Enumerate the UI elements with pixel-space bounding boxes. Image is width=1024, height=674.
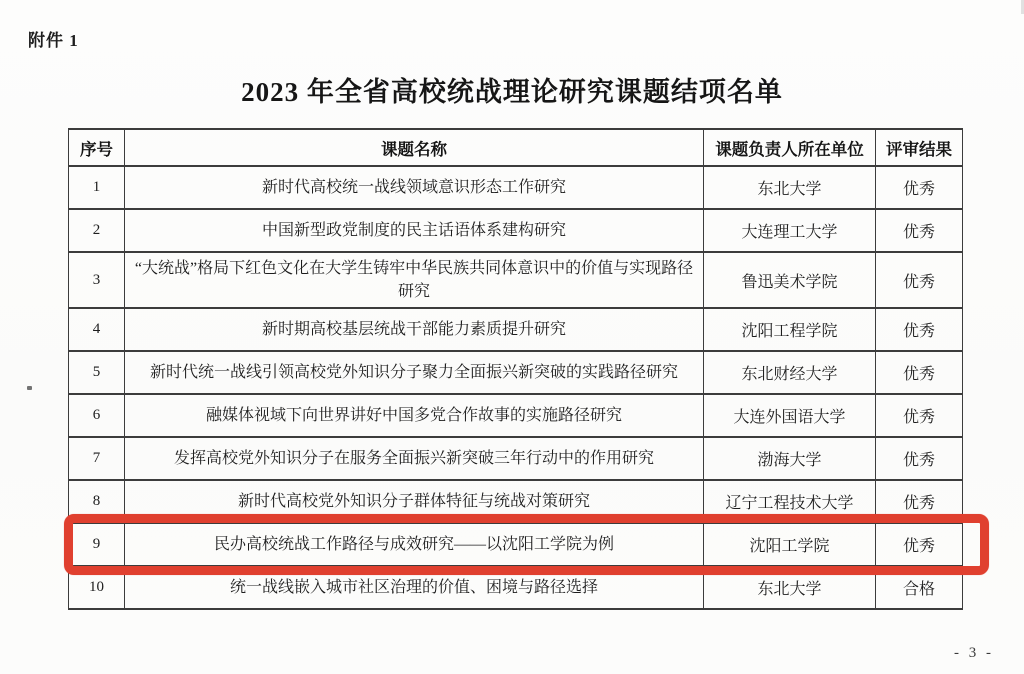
row-number: 8: [69, 480, 125, 523]
row-number: 1: [69, 166, 125, 209]
row-project-title: 发挥高校党外知识分子在服务全面振兴新突破三年行动中的作用研究: [125, 437, 704, 480]
row-project-title: 民办高校统战工作路径与成效研究——以沈阳工学院为例: [125, 523, 704, 566]
row-number: 2: [69, 209, 125, 252]
row-number: 10: [69, 566, 125, 609]
col-header-unit: 课题负责人所在单位: [704, 129, 876, 166]
row-unit: 东北大学: [704, 166, 876, 209]
row-unit: 大连外国语大学: [704, 394, 876, 437]
table-row: [69, 437, 963, 480]
row-project-title: 中国新型政党制度的民主话语体系建构研究: [125, 209, 704, 252]
row-number: 7: [69, 437, 125, 480]
results-table-body: [69, 166, 963, 609]
table-row: [69, 209, 963, 252]
row-result: 优秀: [876, 351, 963, 394]
table-row: [69, 566, 963, 609]
row-project-title: 新时期高校基层统战干部能力素质提升研究: [125, 308, 704, 351]
col-header-index: 序号: [69, 129, 125, 166]
page-title: 2023 年全省高校统战理论研究课题结项名单: [241, 77, 783, 107]
row-unit: 大连理工大学: [704, 209, 876, 252]
row-unit: 沈阳工学院: [704, 523, 876, 566]
table-row: [69, 166, 963, 209]
row-number: 3: [69, 252, 125, 308]
table-row: [69, 394, 963, 437]
row-project-title: 融媒体视域下向世界讲好中国多党合作故事的实施路径研究: [125, 394, 704, 437]
row-result: 合格: [876, 566, 963, 609]
row-unit: 渤海大学: [704, 437, 876, 480]
row-project-title: 新时代高校统一战线领域意识形态工作研究: [125, 166, 704, 209]
col-header-result: 评审结果: [876, 129, 963, 166]
row-result: 优秀: [876, 308, 963, 351]
row-result: 优秀: [876, 166, 963, 209]
table-row: [69, 523, 963, 566]
row-result: 优秀: [876, 480, 963, 523]
row-unit: 鲁迅美术学院: [704, 252, 876, 308]
row-unit: 东北大学: [704, 566, 876, 609]
row-project-title: 新时代高校党外知识分子群体特征与统战对策研究: [125, 480, 704, 523]
row-number: 5: [69, 351, 125, 394]
table-row: [69, 351, 963, 394]
row-result: 优秀: [876, 252, 963, 308]
row-result: 优秀: [876, 394, 963, 437]
table-header-row: [69, 129, 963, 166]
row-result: 优秀: [876, 209, 963, 252]
table-row: [69, 480, 963, 523]
results-table: [68, 128, 963, 610]
page-number: - 3 -: [954, 645, 994, 661]
scan-artifact-dot: [27, 386, 32, 390]
attachment-label: 附件 1: [28, 31, 79, 50]
row-project-title: “大统战”格局下红色文化在大学生铸牢中华民族共同体意识中的价值与实现路径研究: [125, 252, 704, 308]
row-unit: 沈阳工程学院: [704, 308, 876, 351]
row-project-title: 新时代统一战线引领高校党外知识分子聚力全面振兴新突破的实践路径研究: [125, 351, 704, 394]
col-header-project-title: 课题名称: [125, 129, 704, 166]
row-unit: 辽宁工程技术大学: [704, 480, 876, 523]
row-result: 优秀: [876, 523, 963, 566]
table-row: [69, 252, 963, 308]
row-number: 6: [69, 394, 125, 437]
row-result: 优秀: [876, 437, 963, 480]
row-unit: 东北财经大学: [704, 351, 876, 394]
row-project-title: 统一战线嵌入城市社区治理的价值、困境与路径选择: [125, 566, 704, 609]
row-number: 4: [69, 308, 125, 351]
table-row: [69, 308, 963, 351]
row-number: 9: [69, 523, 125, 566]
